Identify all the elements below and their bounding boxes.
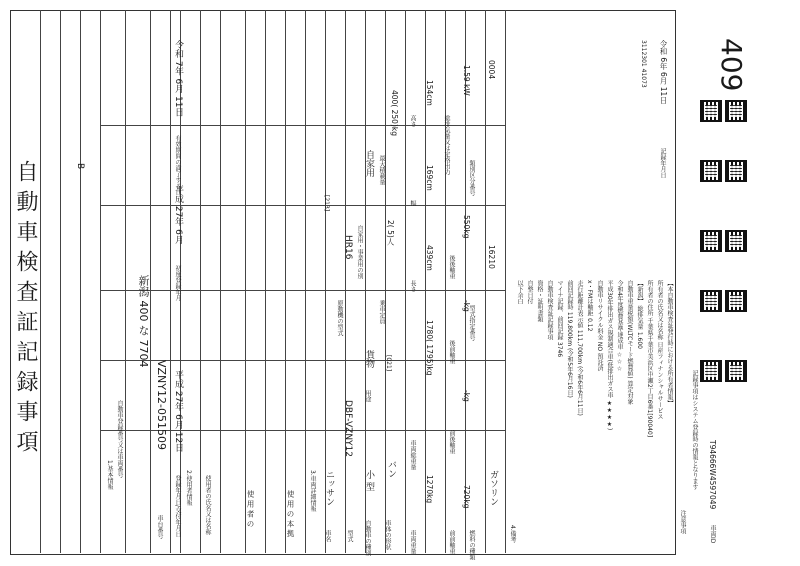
front-rear-axle-label: 前後軸重 (448, 430, 455, 454)
purpose-value: 自家用 (364, 150, 374, 177)
divider (305, 10, 306, 553)
qr-code-5 (700, 230, 722, 252)
load-label: 最大積載量 (378, 155, 385, 185)
rear-axle-label: 後後軸重 (448, 255, 455, 279)
capacity-value: 2( 5)人 (386, 220, 395, 246)
rear-axle-value: 550kg (462, 215, 471, 239)
note-line: 【本自動車検査証発行時における所有者情報】 (666, 280, 673, 406)
record-number: 3112301 41073 (640, 40, 647, 88)
divider (200, 10, 201, 553)
divider (405, 10, 406, 553)
type-label: 型式 (346, 530, 353, 542)
divider (60, 10, 61, 553)
qr-code-10 (725, 360, 747, 382)
note-line: 平成30年排出ガス規制適合車(低排出ガス車 ★★★★) (606, 280, 613, 431)
displacement-value: 1.59 kW (462, 65, 471, 96)
shape-code: [021] (385, 355, 392, 372)
divider (265, 10, 266, 553)
qr-code-3 (700, 160, 722, 182)
fuel-label: 燃料の種類 (468, 530, 475, 560)
divider (285, 10, 286, 553)
weight-value: 1270kg (425, 475, 434, 504)
expiry-value: 令和 7年 6月 11日 (173, 40, 183, 117)
note-line: 前回記録時 119,800km (令和5年6月16日) (566, 280, 573, 398)
maker-value: ニッサン (324, 470, 334, 506)
rear-front-axle-value: -kg (462, 300, 471, 312)
type-cert-value: 16210 (487, 245, 496, 269)
divider (345, 10, 346, 553)
divider (445, 10, 446, 553)
width-value: 169cm (425, 165, 434, 191)
note-line: 所有者の氏名又は名称 日産フィナンシャルサービス (656, 280, 663, 420)
note-line: 自動車リサイクル料金 NO 預託済 (596, 280, 603, 372)
maker-code: [213] (323, 195, 330, 212)
note-line: 資格・証明書類 (536, 280, 543, 322)
use-value: 貨物 (364, 350, 374, 368)
divider (245, 10, 246, 553)
rear-front-axle-label: 後前軸重 (448, 340, 455, 364)
note-line: 令和4年度燃費基準達成車 ☆☆☆ (616, 280, 623, 373)
vin-value: VZNY12-051509 (155, 360, 168, 450)
note-line: 走行距離計表示値 111,700km (令和6年6月11日) (576, 280, 583, 416)
note-line: 【新潟】 総排気量 1.600 (636, 280, 643, 349)
engine-value: HR16 (343, 235, 353, 260)
qr-code-2 (725, 100, 747, 122)
divider (220, 10, 221, 553)
mark-b: B (75, 163, 85, 170)
divider (80, 10, 81, 553)
divider (125, 10, 126, 553)
type-value: DBF-VZNY12 (343, 400, 353, 458)
width-label: 幅 (409, 200, 416, 206)
gross-weight-label: 車両総重量 (409, 440, 416, 470)
maker-label: 車名 (324, 530, 331, 542)
purpose-label: 自家用・事業用の別 (356, 225, 363, 279)
registration-label: 自動車登録番号又は車両番号 (116, 400, 123, 478)
user-name-label: 使用者の氏名又は名称 (204, 475, 211, 535)
divider (505, 10, 506, 553)
note-line: 所有者の住所 千葉県千葉市美浜区中瀬2丁目6番1[90040] (646, 280, 653, 438)
registration-date-value: 平成 27年 6月 12日 (173, 370, 183, 453)
note-line: マイナ記録、前回記録 3746 (556, 280, 563, 358)
kind-label: 自動車の種別 (364, 520, 371, 556)
qr-code-9 (700, 360, 722, 382)
handwritten-number: 409 (715, 38, 748, 92)
height-label: 高さ (409, 115, 416, 127)
expiry-label: 有効期間の満了する日 (174, 135, 181, 195)
row-divider (100, 205, 505, 206)
divider (170, 10, 171, 553)
class-label: 類別区分番号 (468, 160, 475, 196)
engine-label: 原動機の型式 (336, 300, 343, 336)
qr-code-8 (725, 290, 747, 312)
registration-date-label: 登録年月日/交付年月日 (174, 475, 181, 538)
displacement-label: 総排気量又は定格出力 (443, 115, 450, 175)
type-cert-label: 型式指定番号 (468, 305, 475, 341)
footer-id-value: T94666W4597049 (708, 440, 717, 510)
shape-value: バン (386, 460, 396, 478)
registration-value: 新潟 400 な 7704 (137, 275, 150, 368)
load-value: 400( 250)kg (390, 90, 399, 136)
user-base-label: 使 用 の 本 拠 (286, 490, 295, 538)
front-axle-label: 前前軸重 (448, 530, 455, 554)
front-rear-axle-value: -kg (462, 390, 471, 402)
use-label: 用途 (364, 390, 371, 402)
note-line: 自整日付 (526, 280, 533, 304)
weight-label: 車両重量 (409, 530, 416, 554)
record-date-label: 記録年月日 (659, 148, 666, 178)
record-date-value: 令和 6年 6月 11日 (659, 40, 668, 104)
qr-code-4 (725, 160, 747, 182)
divider (100, 10, 101, 553)
qr-code-1 (700, 100, 722, 122)
note-line: 自動車重量税額(WLTCモード燃費値) 算定対象 (626, 280, 633, 405)
footer-id-label: 車両ID (709, 525, 716, 544)
notes-list (515, 280, 674, 540)
height-value: 154cm (425, 80, 434, 106)
capacity-label: 乗車定員 (378, 300, 385, 324)
note-line: 以下余白 (516, 280, 523, 304)
kind-value: 小 型 (364, 470, 374, 491)
divider (485, 10, 486, 553)
section-basic-info: 1.基本情報 (106, 460, 113, 490)
section-user-info: 2.使用者情報 (185, 470, 192, 506)
first-registration-value: 平成 27年 6月 (173, 185, 183, 244)
footer-note: 記録事項はシステム登録時の情報となります (691, 370, 698, 490)
footer-note-label: 注意事項 (679, 510, 686, 534)
section-notes: 4.備考 (509, 525, 516, 543)
length-label: 長さ (409, 280, 416, 292)
note-line: 自動車検査証記録事項 (546, 280, 553, 340)
length-value: 439cm (425, 245, 434, 271)
qr-code-7 (700, 290, 722, 312)
front-axle-value: 720kg (462, 485, 471, 509)
class-value: 0004 (487, 60, 496, 80)
user-address-label: 使 用 者 の (246, 490, 255, 528)
fuel-value: ガソリン (488, 470, 498, 506)
row-divider (100, 290, 505, 291)
first-registration-label: 初度登録年月 (174, 265, 181, 301)
qr-code-6 (725, 230, 747, 252)
section-vehicle-info: 3.車両詳細情報 (309, 470, 316, 512)
gross-weight-value: 1780( 1795)kg (425, 320, 434, 376)
vin-label: 車台番号 (156, 515, 163, 539)
shape-label: 車体の形状 (384, 520, 391, 550)
document-title: 自動車検査証記録事項 (13, 160, 38, 460)
note-line: x・FMは軸距 0.12 (586, 280, 593, 332)
